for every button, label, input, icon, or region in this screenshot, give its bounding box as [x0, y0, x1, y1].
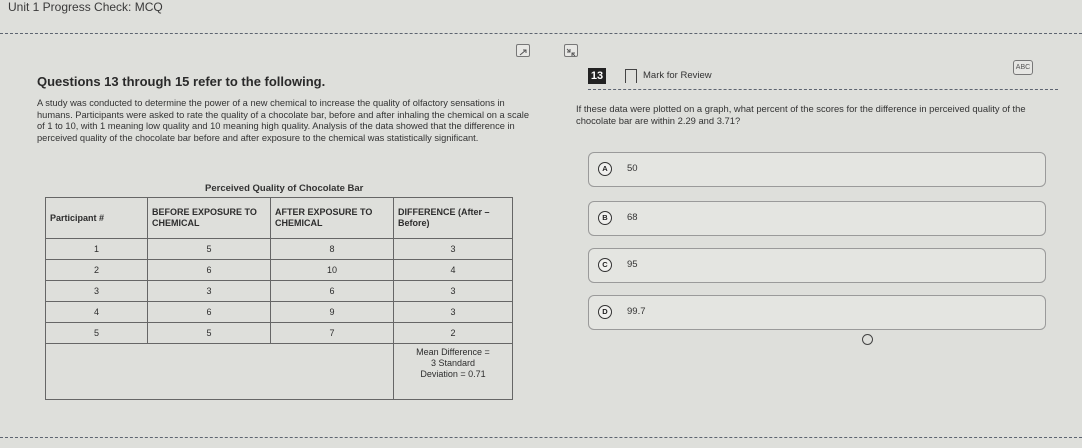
- cursor-icon: [862, 334, 873, 345]
- cell: 6: [271, 281, 394, 302]
- expand-icon-glyph: [517, 47, 529, 58]
- table-row: [46, 323, 513, 344]
- cell: 3: [46, 281, 148, 302]
- mean-line-3: Deviation = 0.71: [420, 369, 486, 379]
- col-header-difference: DIFFERENCE (After – Before): [394, 198, 513, 239]
- collapse-icon[interactable]: [564, 44, 578, 57]
- mean-line-2: 3 Standard: [430, 358, 476, 368]
- choice-letter: C: [598, 258, 612, 272]
- passage-text: A study was conducted to determine the power of a new chemical to increase the quality of olfactory sensations in humans. Participants were asked to rate the quality of a chocolate bar, before and after inhaling the chemical on a scale of 1 to 10, with 1 meaning low quality and 10 meaning high quality. Analysis of the data showed that the difference in perceived quality of the chocolate bar before and after exposure to the chemical was statistically significant.: [37, 98, 529, 143]
- mean-line-1: Mean Difference =: [416, 347, 490, 357]
- table-row: [46, 239, 513, 260]
- table-row: [46, 302, 513, 323]
- mark-for-review[interactable]: Mark for Review: [643, 70, 712, 81]
- choice-c[interactable]: [588, 248, 1046, 283]
- table-row: [46, 281, 513, 302]
- data-table: [45, 197, 513, 400]
- choice-a[interactable]: [588, 152, 1046, 187]
- cell: 4: [394, 260, 513, 281]
- cell: 2: [394, 323, 513, 344]
- cell: 3: [148, 281, 271, 302]
- cell: 2: [46, 260, 148, 281]
- question-divider: [588, 89, 1058, 90]
- choice-letter: D: [598, 305, 612, 319]
- cell: 5: [148, 239, 271, 260]
- choice-b[interactable]: [588, 201, 1046, 236]
- cell: 3: [394, 302, 513, 323]
- cell: 5: [46, 323, 148, 344]
- table-footer-row: [46, 344, 513, 400]
- question-text: If these data were plotted on a graph, what percent of the scores for the difference in perceived quality of the chocolate bar are within 2.29 and 3.71?: [576, 103, 1026, 126]
- bottom-divider: [0, 437, 1082, 438]
- top-divider: [0, 33, 1082, 34]
- col-header-after: AFTER EXPOSURE TO CHEMICAL: [271, 198, 394, 239]
- col-header-before: BEFORE EXPOSURE TO CHEMICAL: [148, 198, 271, 239]
- col-header-participant: Participant #: [46, 198, 148, 239]
- question-number: 13: [588, 68, 606, 84]
- choice-text: 68: [627, 212, 638, 223]
- page-title: Unit 1 Progress Check: MCQ: [8, 0, 163, 14]
- choice-letter: B: [598, 211, 612, 225]
- header: [0, 0, 1082, 34]
- cell: 8: [271, 239, 394, 260]
- choice-text: 50: [627, 163, 638, 174]
- table-header-row: [46, 198, 513, 239]
- expand-icon[interactable]: [516, 44, 530, 57]
- choice-text: 99.7: [627, 306, 646, 317]
- table-title: Perceived Quality of Chocolate Bar: [205, 183, 364, 194]
- cell: 3: [394, 281, 513, 302]
- cell: 1: [46, 239, 148, 260]
- cell: 3: [394, 239, 513, 260]
- cell: 10: [271, 260, 394, 281]
- cell: 4: [46, 302, 148, 323]
- abc-strikethrough-button[interactable]: ABC: [1013, 60, 1033, 75]
- bookmark-icon[interactable]: [625, 69, 637, 83]
- cell: 6: [148, 260, 271, 281]
- empty-footer-cell: [46, 344, 394, 400]
- choice-d[interactable]: [588, 295, 1046, 330]
- table-row: [46, 260, 513, 281]
- cell: 7: [271, 323, 394, 344]
- passage-heading: Questions 13 through 15 refer to the following.: [37, 74, 326, 89]
- cell: 9: [271, 302, 394, 323]
- cell: 6: [148, 302, 271, 323]
- choice-letter: A: [598, 162, 612, 176]
- collapse-icon-glyph: [565, 47, 577, 58]
- mean-difference-cell: [394, 344, 513, 400]
- choice-text: 95: [627, 259, 638, 270]
- cell: 5: [148, 323, 271, 344]
